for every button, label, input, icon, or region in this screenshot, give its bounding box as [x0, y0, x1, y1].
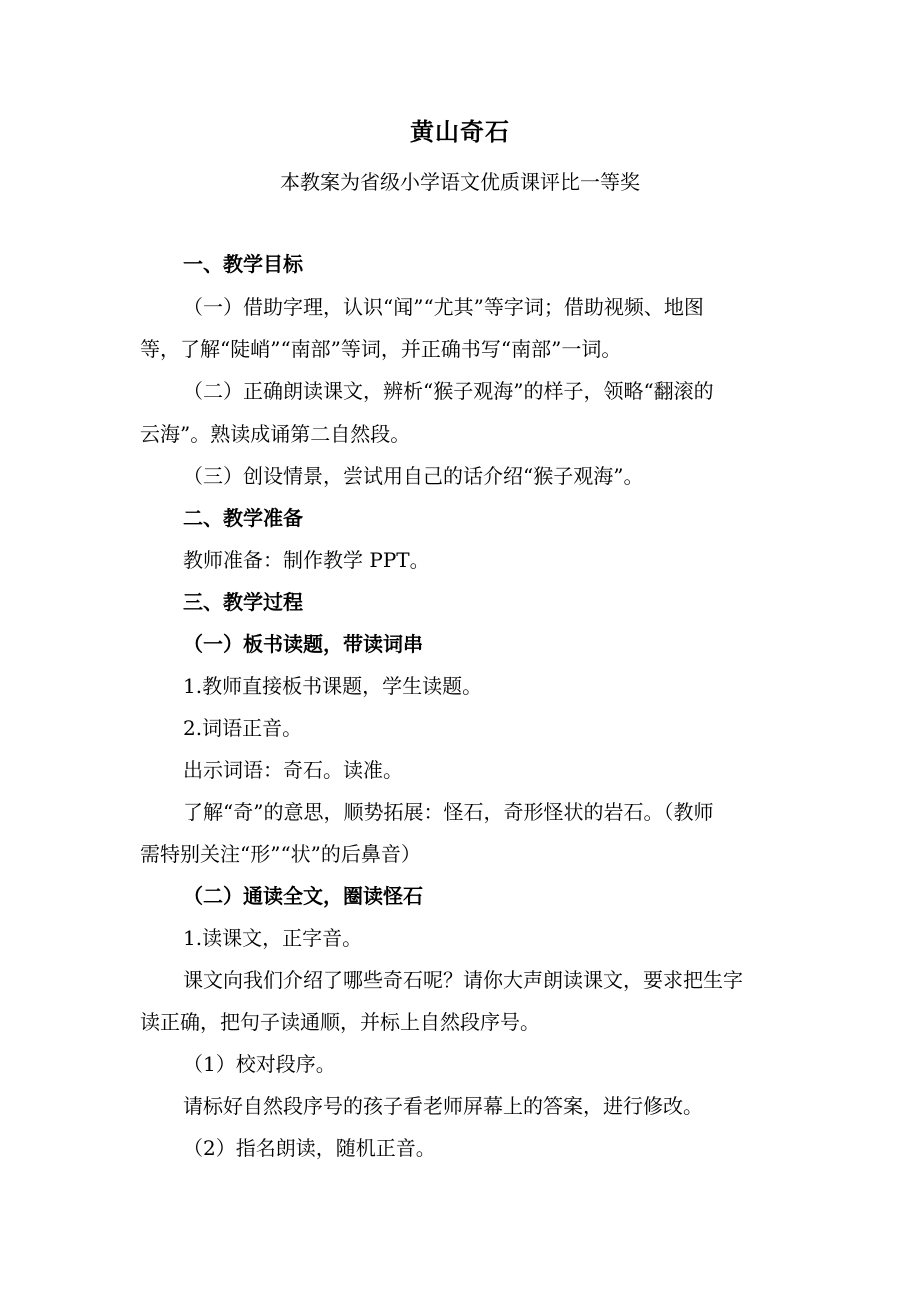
paragraph-line: 云海”。熟读成诵第二自然段。	[140, 422, 411, 446]
paragraph-line: （三）创设情景，尝试用自己的话介绍“猴子观海”。	[183, 464, 644, 488]
list-item: 1.读课文，正字音。	[183, 926, 363, 950]
list-item: 1.教师直接板书课题，学生读题。	[183, 674, 483, 698]
document-title: 黄山奇石	[410, 117, 510, 146]
paragraph-line: 了解“奇”的意思，顺势拓展：怪石，奇形怪状的岩石。（教师	[183, 800, 714, 824]
paragraph-line: 读正确，把句子读通顺，并标上自然段序号。	[140, 1010, 540, 1034]
subsection-heading: （一）板书读题，带读词串	[183, 632, 423, 656]
section-heading-preparation: 二、教学准备	[183, 506, 303, 530]
paragraph-line: 需特别关注“形”“状”的后鼻音）	[140, 842, 421, 866]
list-item: （1）校对段序。	[183, 1052, 336, 1076]
list-item: （2）指名朗读，随机正音。	[183, 1136, 436, 1160]
subsection-heading: （二）通读全文，圈读怪石	[183, 884, 423, 908]
section-heading-process: 三、教学过程	[183, 590, 303, 614]
paragraph-line: 教师准备：制作教学 PPT。	[183, 548, 430, 572]
paragraph-line: 出示词语：奇石。读准。	[183, 758, 403, 782]
list-item: 2.词语正音。	[183, 716, 303, 740]
paragraph-line: （一）借助字理，认识“闻”“尤其”等字词；借助视频、地图	[183, 295, 704, 319]
paragraph-line: 请标好自然段序号的孩子看老师屏幕上的答案，进行修改。	[183, 1094, 703, 1118]
paragraph-line: （二）正确朗读课文，辨析“猴子观海”的样子，领略“翻滚的	[183, 379, 714, 403]
paragraph-line: 等，了解“陡峭”“南部”等词，并正确书写“南部”一词。	[140, 337, 622, 361]
section-heading-objectives: 一、教学目标	[183, 252, 303, 276]
document-subtitle: 本教案为省级小学语文优质课评比一等奖	[280, 170, 640, 194]
paragraph-line: 课文向我们介绍了哪些奇石呢？请你大声朗读课文，要求把生字	[183, 968, 743, 992]
